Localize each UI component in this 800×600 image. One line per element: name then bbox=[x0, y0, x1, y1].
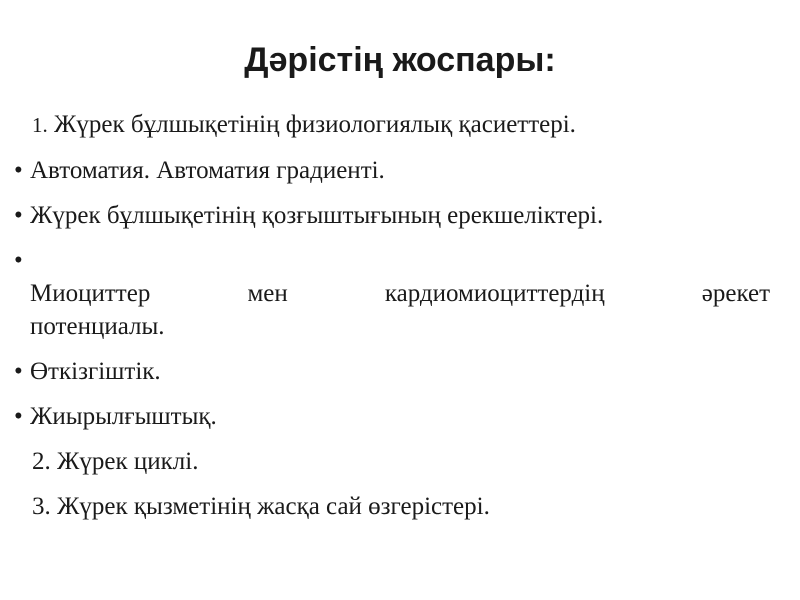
list-item-1 bbox=[14, 108, 770, 142]
list-item-3: 3. Жүрек қызметінің жасқа сай өзгерістері. bbox=[32, 493, 490, 520]
list-item-1-number: 1. bbox=[32, 113, 48, 137]
bullet-item-excitability: • Жүрек бұлшықетінің қозғыштығының ерекшеліктері. bbox=[14, 199, 770, 232]
list-item-2: 2. Жүрек циклі. bbox=[32, 448, 199, 475]
bullet-item-automation: • Автоматия. Автоматия градиенті. bbox=[14, 154, 770, 187]
list-item-1-text: Жүрек бұлшықетінің физиологиялық қасиеттері. bbox=[47, 111, 576, 138]
bullet-item-conductivity: • Өткізгіштік. bbox=[14, 355, 770, 388]
bullet-item-action-potential-line2: потенциалы. bbox=[30, 313, 165, 340]
bullet-item-contractility: • Жиырылғыштық. bbox=[14, 400, 770, 433]
slide-content bbox=[14, 108, 770, 535]
bullet-item-action-potential-line1: Миоциттер мен кардиомиоциттердің әрекет bbox=[30, 280, 770, 307]
slide-title: Дәрістің жоспары: bbox=[244, 41, 556, 79]
bullet-item-action-potential bbox=[14, 244, 770, 343]
